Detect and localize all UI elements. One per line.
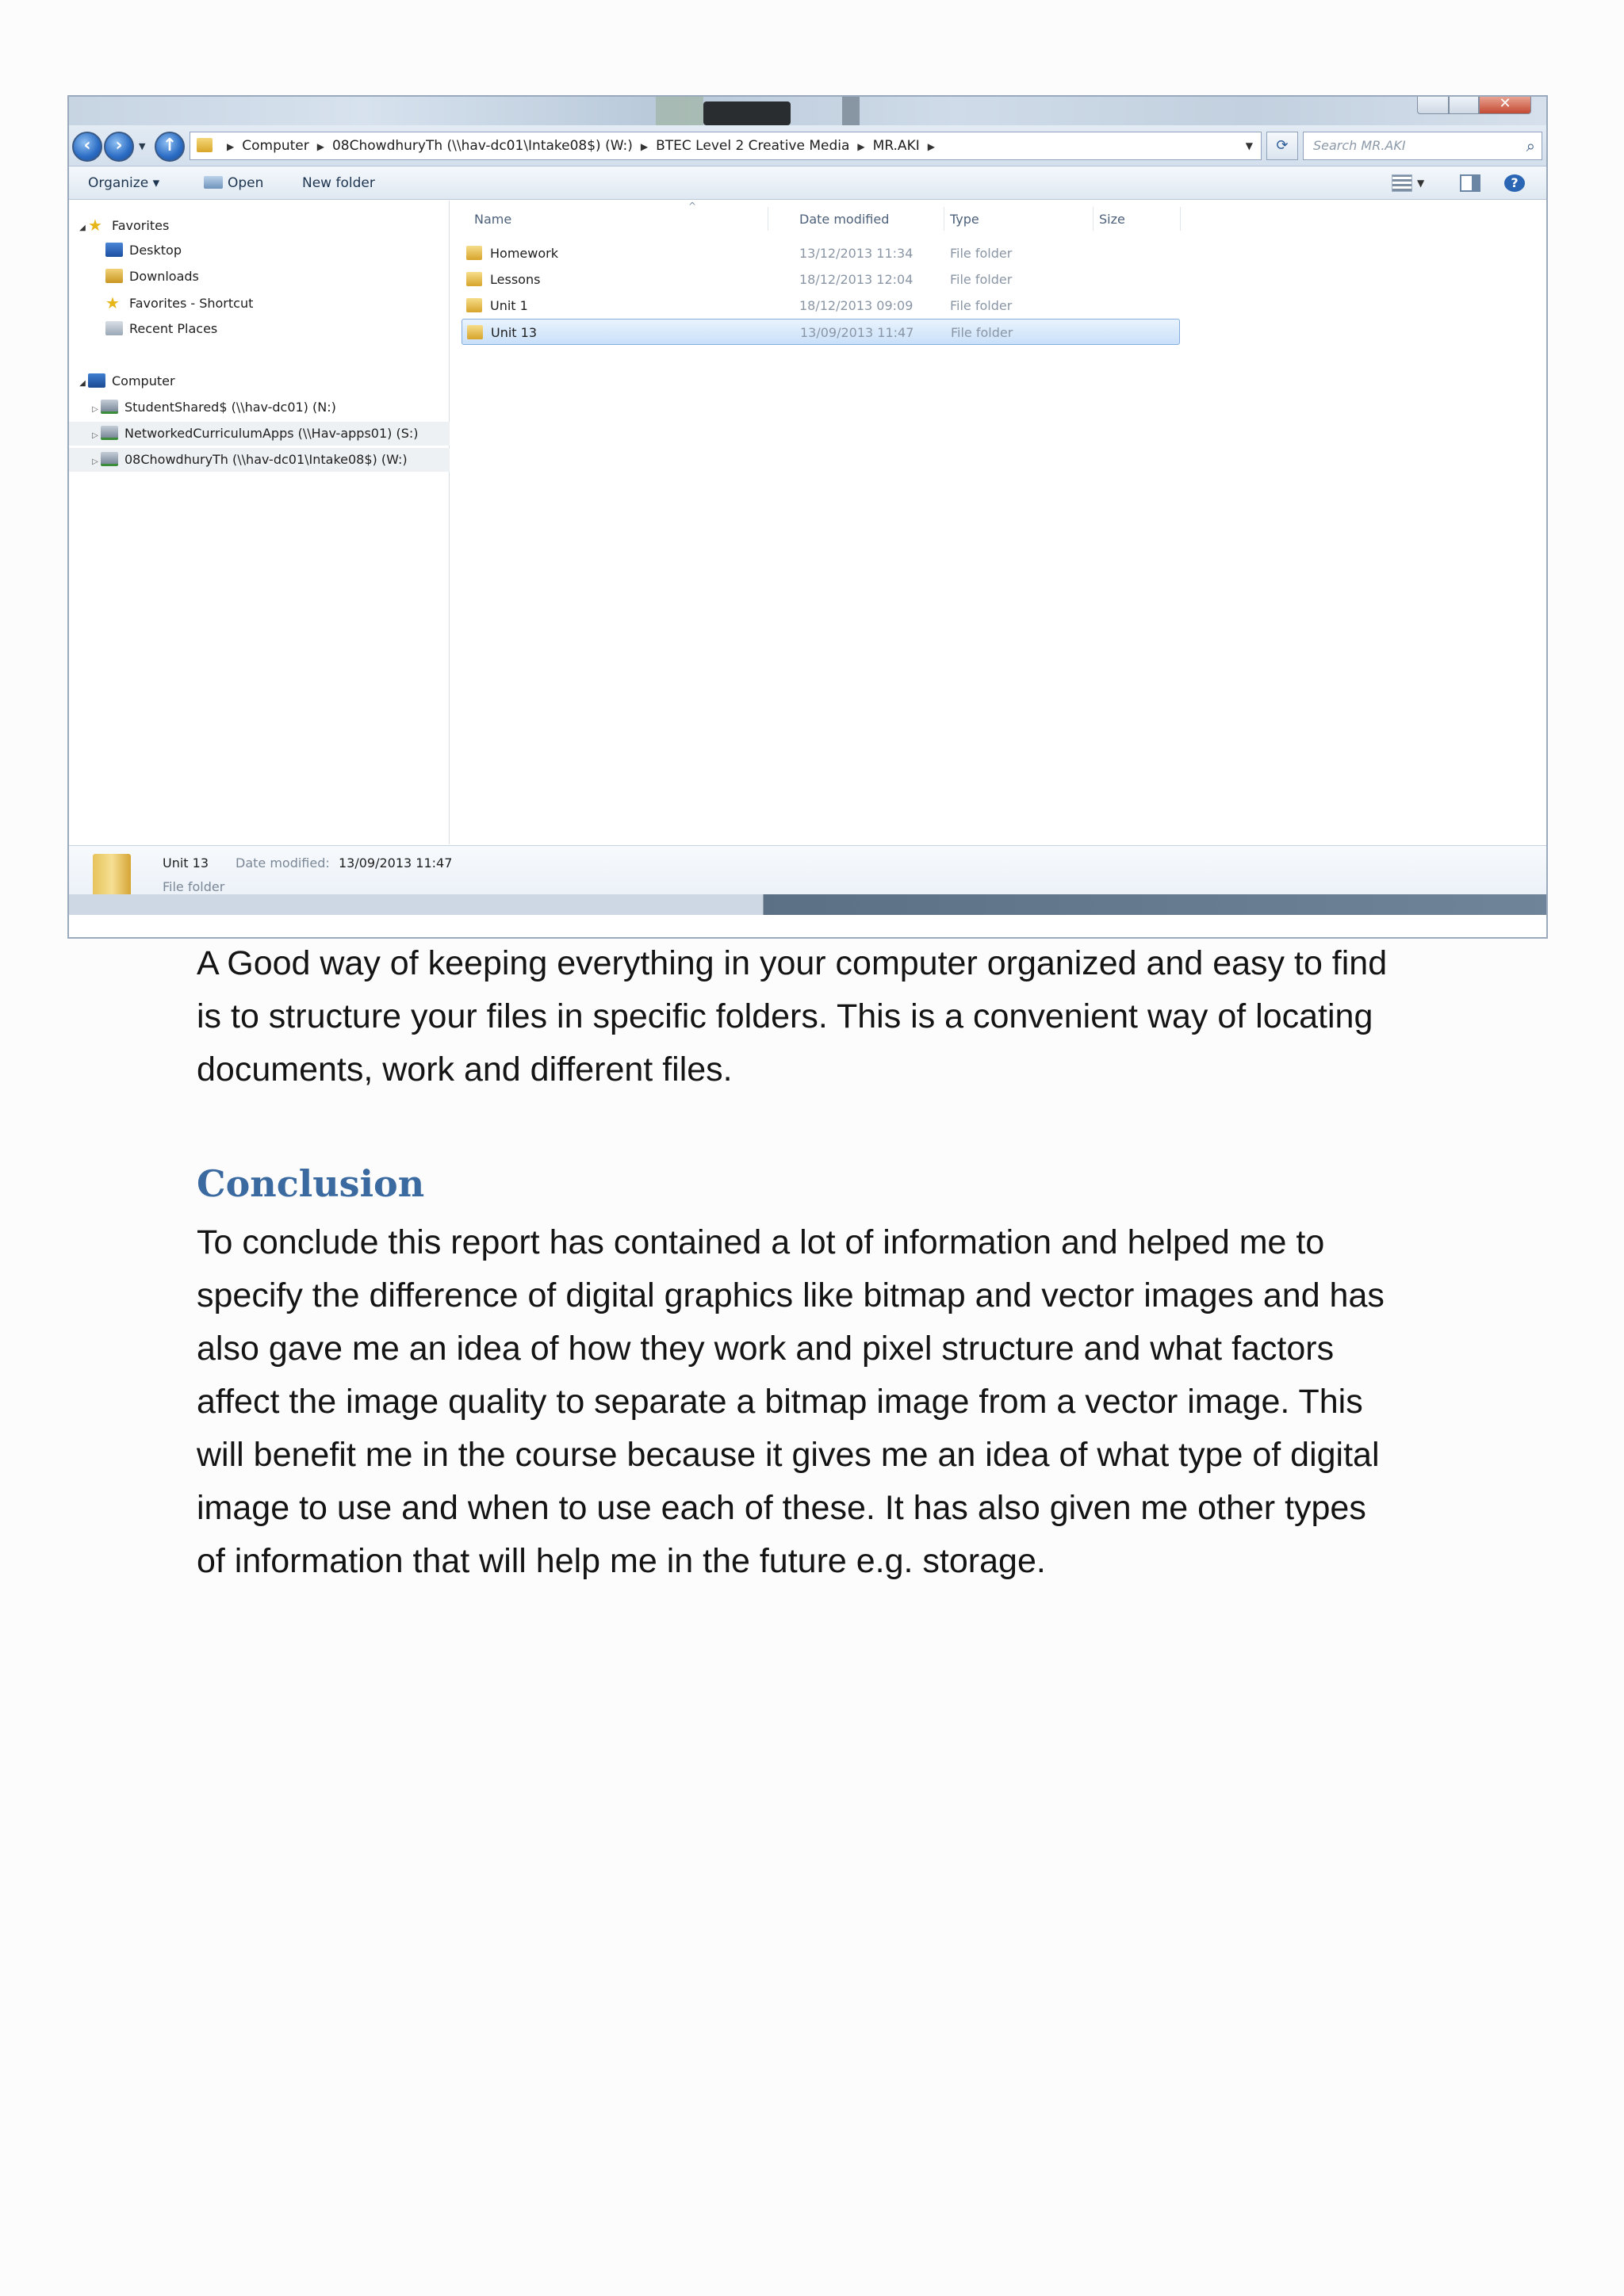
column-type[interactable]: Type (950, 212, 979, 227)
file-name: Lessons (490, 272, 541, 287)
folder-icon (466, 298, 482, 312)
file-date: 18/12/2013 09:09 (799, 298, 914, 313)
recent-places-icon (105, 321, 123, 335)
text-line: is to structure your files in specific folders. This is a convenient way of locating (197, 997, 1373, 1035)
column-size[interactable]: Size (1099, 212, 1125, 227)
file-row-unit-1[interactable] (462, 293, 1180, 319)
file-date: 18/12/2013 12:04 (799, 272, 914, 287)
conclusion-paragraph (197, 1216, 1442, 1588)
file-row-unit-13[interactable] (462, 319, 1180, 345)
breadcrumb-item[interactable]: BTEC Level 2 Creative Media (656, 138, 850, 154)
column-name[interactable]: Name (474, 212, 512, 227)
folder-icon (197, 138, 213, 152)
nav-item-drive-w[interactable] (69, 448, 450, 472)
section-heading: Conclusion (197, 1162, 425, 1205)
title-bar (69, 97, 1546, 125)
file-date: 13/12/2013 11:34 (799, 246, 914, 261)
background-blur (842, 97, 860, 125)
forward-arrow-icon[interactable]: › (104, 132, 134, 162)
expand-arrow-icon[interactable]: ▷ (92, 405, 98, 414)
text-line: To conclude this report has contained a lot of information and helped me to (197, 1223, 1325, 1261)
nav-label: NetworkedCurriculumApps (\\Hav-apps01) (S:) (124, 426, 419, 441)
file-list (450, 201, 1548, 844)
column-divider[interactable] (1093, 207, 1094, 231)
expand-arrow-icon[interactable]: ◢ (79, 379, 86, 388)
navigation-pane (69, 201, 450, 844)
nav-item-desktop[interactable] (69, 239, 450, 262)
open-label: Open (228, 175, 264, 191)
search-placeholder: Search MR.AKI (1313, 138, 1406, 153)
file-type: File folder (950, 246, 1013, 261)
downloads-icon (105, 269, 123, 283)
details-name: Unit 13 (163, 855, 209, 871)
text-line: of information that will help me in the future e.g. storage. (197, 1542, 1046, 1580)
address-dropdown-icon[interactable]: ▼ (1245, 140, 1253, 151)
nav-label: Computer (112, 373, 175, 388)
nav-label: Favorites (112, 218, 170, 233)
file-date: 13/09/2013 11:47 (800, 325, 914, 340)
text-line: image to use and when to use each of these. It has also given me other types (197, 1489, 1366, 1527)
address-bar[interactable] (190, 132, 1262, 160)
views-icon[interactable] (1392, 174, 1412, 192)
breadcrumb-separator-icon: ▶ (927, 141, 935, 152)
nav-item-computer[interactable] (69, 369, 450, 393)
column-header (450, 201, 1548, 235)
network-drive-icon (101, 400, 118, 414)
nav-item-favorites[interactable] (69, 213, 450, 237)
file-type: File folder (951, 325, 1013, 340)
folder-icon (466, 272, 482, 286)
file-name: Unit 1 (490, 298, 528, 313)
computer-icon (88, 373, 105, 388)
nav-item-downloads[interactable] (69, 265, 450, 289)
breadcrumb-item[interactable]: MR.AKI (872, 138, 920, 154)
background-blur (656, 97, 703, 125)
expand-arrow-icon[interactable]: ▷ (92, 431, 98, 440)
text-line: will benefit me in the course because it gives me an idea of what type of digital (197, 1436, 1380, 1474)
history-dropdown-icon[interactable]: ▼ (139, 141, 146, 151)
breadcrumb-item[interactable]: Computer (242, 138, 309, 154)
text-line: also gave me an idea of how they work and pixel structure and what factors (197, 1330, 1335, 1368)
column-date-modified[interactable]: Date modified (799, 212, 890, 227)
minimize-button[interactable] (1417, 97, 1449, 114)
help-icon[interactable]: ? (1504, 174, 1525, 192)
network-drive-icon (101, 452, 118, 466)
file-name: Homework (490, 246, 558, 261)
nav-item-favorites-shortcut[interactable] (69, 291, 450, 315)
file-type: File folder (950, 272, 1013, 287)
details-type: File folder (163, 879, 225, 894)
search-input[interactable] (1303, 132, 1542, 160)
open-button[interactable] (204, 166, 263, 200)
preview-pane-icon[interactable] (1460, 174, 1480, 192)
details-pane (69, 845, 1546, 915)
nav-item-drive-n[interactable] (69, 396, 450, 419)
new-folder-button[interactable]: New folder (302, 175, 375, 191)
file-row-lessons[interactable] (462, 266, 1180, 293)
nav-label: Downloads (129, 269, 199, 284)
file-row-homework[interactable] (462, 240, 1180, 266)
breadcrumb-item[interactable]: 08ChowdhuryTh (\\hav-dc01\Intake08$) (W:) (331, 138, 633, 154)
text-line: A Good way of keeping everything in your computer organized and easy to find (197, 944, 1388, 982)
breadcrumb-separator-icon: ▶ (227, 141, 235, 152)
column-divider[interactable] (1180, 207, 1181, 231)
close-button[interactable]: ✕ (1479, 97, 1531, 114)
folder-icon (467, 325, 483, 339)
maximize-button[interactable] (1449, 97, 1479, 114)
text-line: affect the image quality to separate a bitmap image from a vector image. This (197, 1383, 1363, 1421)
text-line: specify the difference of digital graphics like bitmap and vector images and has (197, 1276, 1385, 1314)
breadcrumb-separator-icon: ▶ (316, 141, 324, 152)
folder-icon (466, 246, 482, 260)
star-icon: ★ (105, 293, 120, 312)
file-name: Unit 13 (491, 325, 538, 340)
expand-arrow-icon[interactable]: ▷ (92, 457, 98, 466)
command-bar (69, 166, 1546, 200)
body-paragraph (197, 937, 1442, 1096)
background-blur (703, 101, 791, 125)
back-arrow-icon[interactable]: ‹ (72, 132, 102, 162)
star-icon: ★ (88, 216, 102, 235)
nav-label: StudentShared$ (\\hav-dc01) (N:) (124, 400, 336, 415)
taskbar-strip (69, 894, 1546, 915)
nav-label: Recent Places (129, 321, 218, 336)
open-icon (204, 176, 223, 189)
nav-item-recent-places[interactable] (69, 317, 450, 341)
network-drive-icon (101, 426, 118, 440)
details-modified-value: 13/09/2013 11:47 (339, 855, 453, 871)
nav-item-drive-s[interactable] (69, 422, 450, 446)
nav-label: Desktop (129, 243, 182, 258)
explorer-screenshot (67, 95, 1548, 939)
address-row (69, 125, 1546, 166)
organize-button[interactable]: Organize ▾ (88, 175, 160, 191)
refresh-icon[interactable]: ⟳ (1266, 132, 1298, 160)
search-icon[interactable]: ⌕ (1526, 136, 1535, 155)
sort-arrow-icon: ^ (688, 201, 697, 212)
nav-label: 08ChowdhuryTh (\\hav-dc01\Intake08$) (W:) (124, 452, 408, 467)
text-line: documents, work and different files. (197, 1050, 733, 1089)
nav-label: Favorites - Shortcut (129, 296, 254, 311)
expand-arrow-icon[interactable]: ◢ (79, 224, 86, 232)
details-modified-label: Date modified: (236, 855, 330, 871)
breadcrumb-separator-icon: ▶ (640, 141, 649, 152)
up-arrow-icon[interactable]: ↑ (155, 132, 185, 162)
views-dropdown-icon[interactable]: ▼ (1417, 178, 1425, 189)
breadcrumb-separator-icon: ▶ (857, 141, 865, 152)
desktop-icon (105, 243, 123, 257)
file-type: File folder (950, 298, 1013, 313)
